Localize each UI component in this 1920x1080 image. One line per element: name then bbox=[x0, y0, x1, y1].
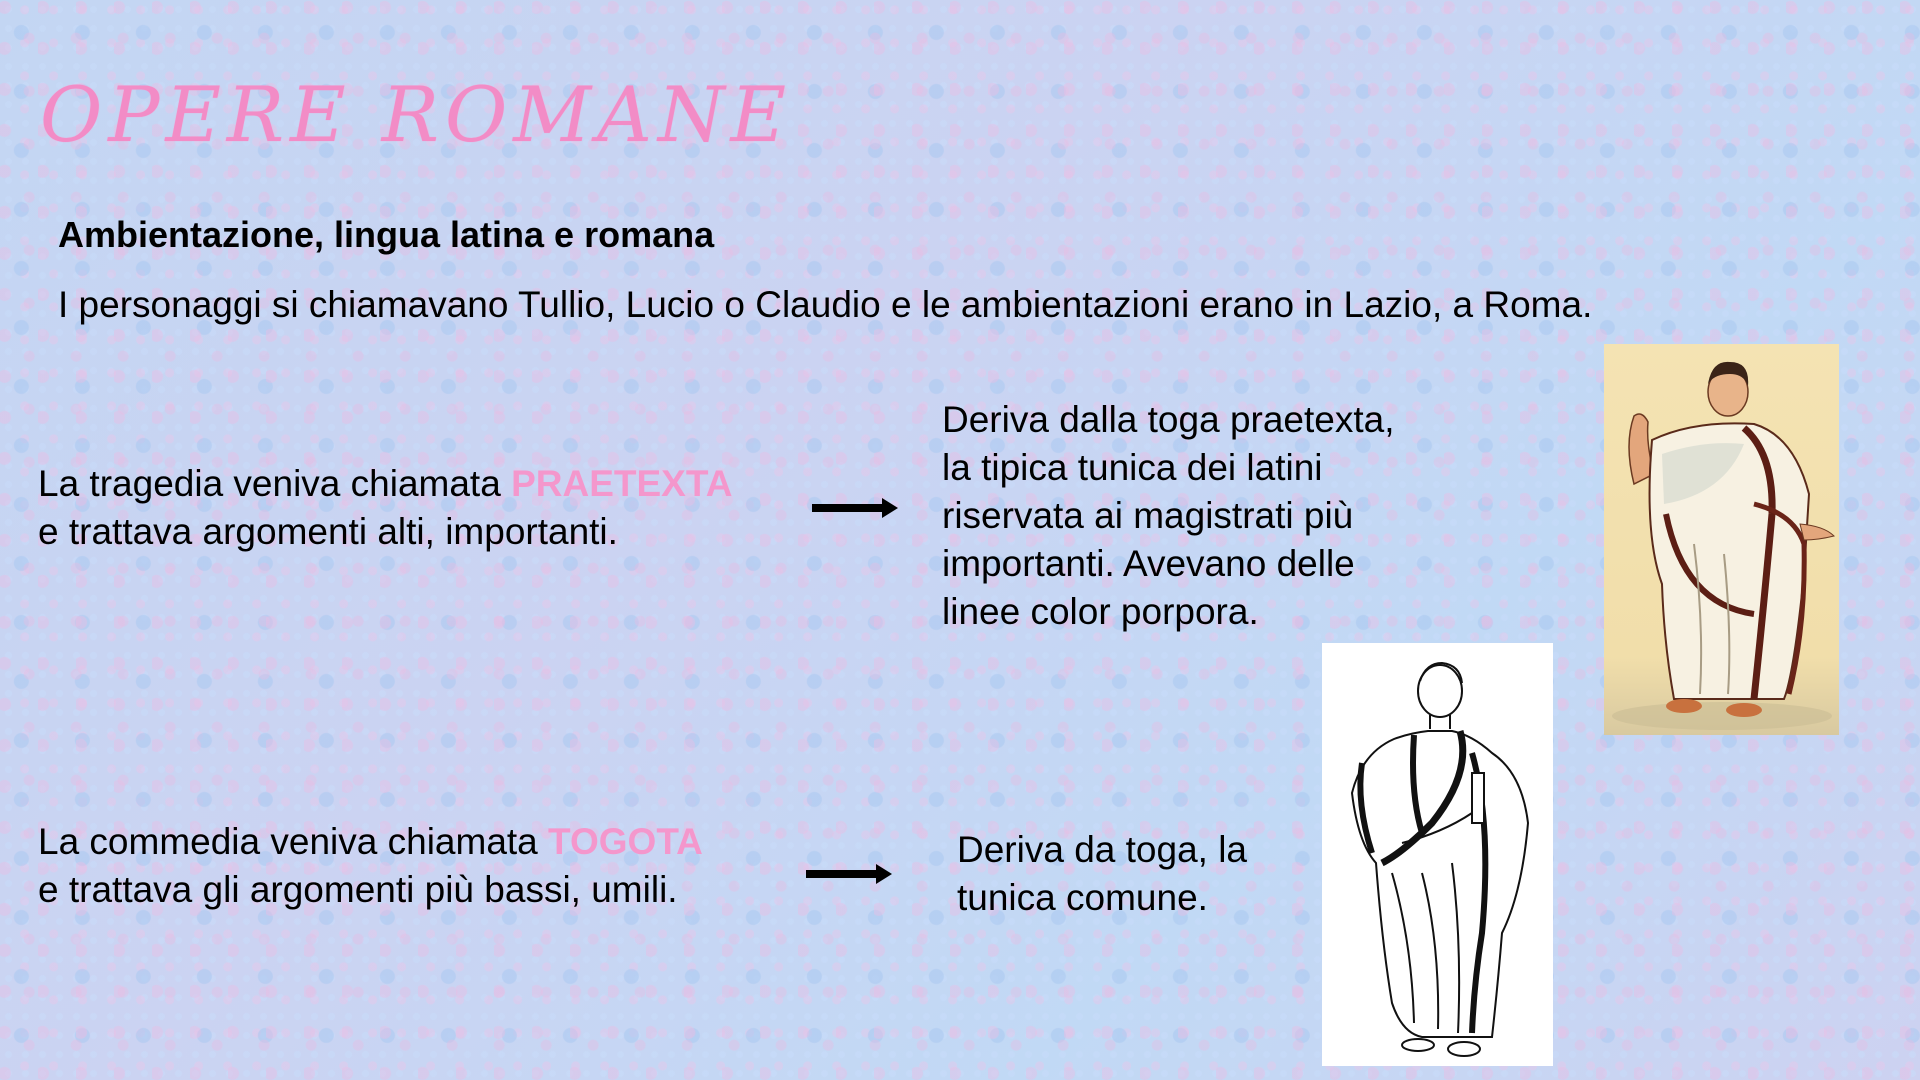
toga-praetexta-image bbox=[1604, 344, 1839, 735]
toga-drawing-image bbox=[1322, 643, 1553, 1066]
comedy-description-line: tunica comune. bbox=[957, 877, 1208, 918]
tragedy-text bbox=[38, 460, 732, 556]
tragedy-description-line: la tipica tunica dei latini bbox=[942, 447, 1323, 488]
tragedy-line-1 bbox=[38, 460, 732, 508]
tragedy-description-line: Deriva dalla toga praetexta, bbox=[942, 399, 1395, 440]
comedy-description-line: Deriva da toga, la bbox=[957, 829, 1248, 870]
section-heading: Ambientazione, lingua latina e romana bbox=[58, 214, 715, 255]
tragedy-description-line: importanti. Avevano delle bbox=[942, 543, 1355, 584]
tragedy-line-2: e trattava argomenti alti, importanti. bbox=[38, 511, 618, 552]
tragedy-description bbox=[942, 396, 1462, 636]
slide-title: OPERE ROMANE bbox=[40, 70, 792, 159]
intro-text: I personaggi si chiamavano Tullio, Lucio o Claudio e le ambientazioni erano in Lazio, a Roma. bbox=[58, 284, 1593, 325]
comedy-description bbox=[957, 826, 1317, 922]
tragedy-name: PRAETEXTA bbox=[511, 463, 733, 504]
right-arrow-icon bbox=[806, 864, 892, 884]
comedy-text bbox=[38, 818, 703, 914]
comedy-line-1 bbox=[38, 818, 703, 866]
comedy-name: TOGOTA bbox=[548, 821, 703, 862]
right-arrow-icon bbox=[812, 498, 898, 518]
tragedy-description-line: riservata ai magistrati più bbox=[942, 495, 1354, 536]
tragedy-description-line: linee color porpora. bbox=[942, 591, 1259, 632]
comedy-prefix: La commedia veniva chiamata bbox=[38, 821, 549, 862]
comedy-line-2: e trattava gli argomenti più bassi, umili. bbox=[38, 869, 678, 910]
tragedy-prefix: La tragedia veniva chiamata bbox=[38, 463, 512, 504]
